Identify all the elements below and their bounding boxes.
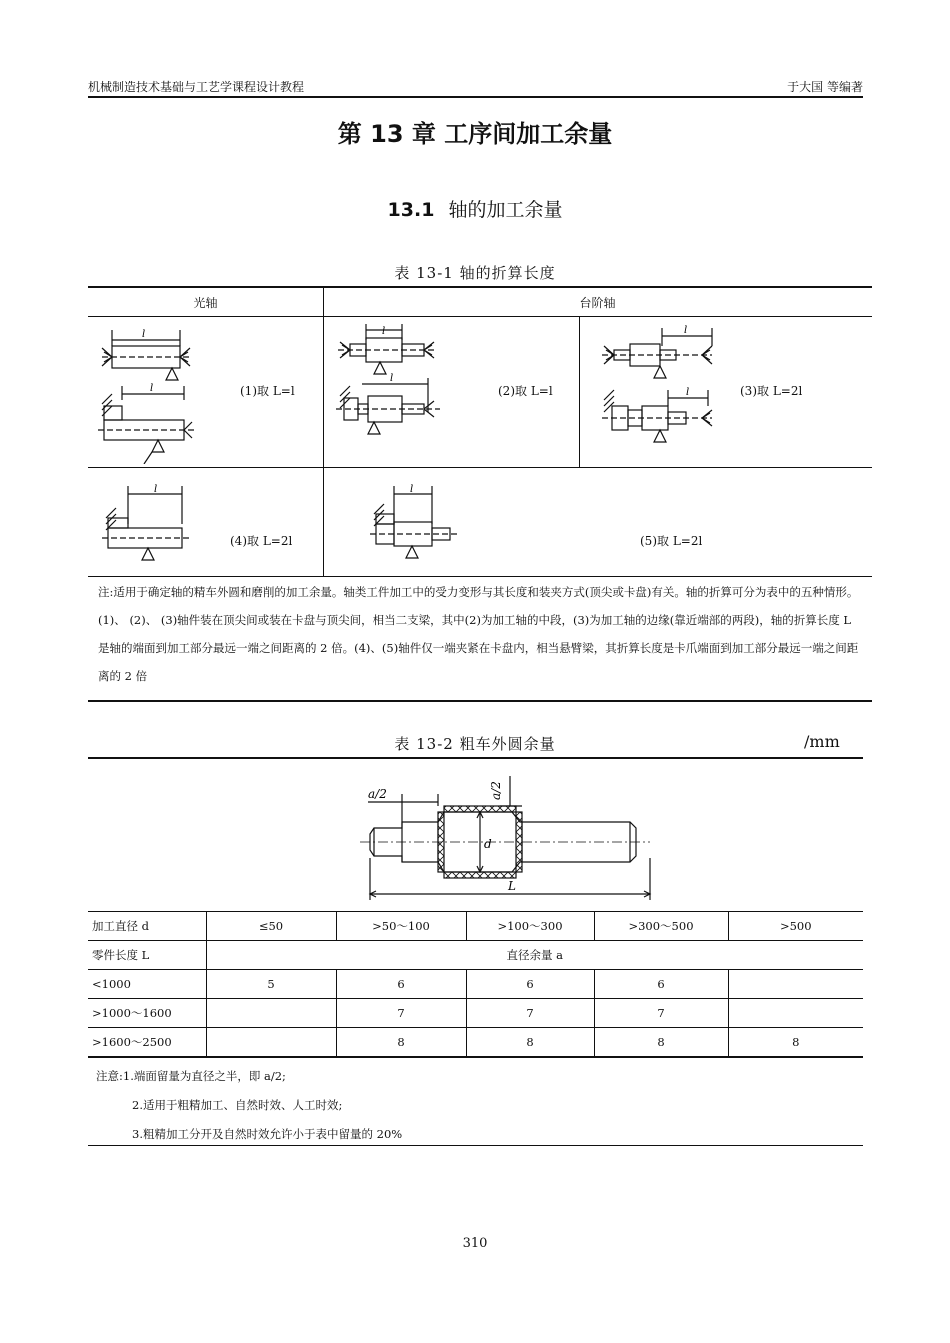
case5-label: (5)取 L=2l [640,534,703,548]
svg-text:d: d [484,837,492,851]
svg-text:a/2: a/2 [368,787,387,801]
header-cell: >50～100 [336,912,466,941]
case1-label: (1)取 L=l [240,384,295,398]
page-number: 310 [462,1236,488,1251]
case4-label: (4)取 L=2l [230,534,293,548]
authors: 于大国 等编著 [787,80,863,94]
case5-figure [368,484,468,568]
length-header-cell: 零件长度 L [88,941,206,970]
table1-note: 注:适用于确定轴的精车外圆和磨削的加工余量。轴类工件加工中的受力变形与其长度和装夹方式(顶尖或卡盘)有关。轴的折算可分为表中的五种情形。(1)、 (2)、 (3)轴件装在顶尖间或装在卡盘与顶尖间，相当二支梁，其中(2)为加工轴的中段，(3)为加工轴的边缘(靠近端部的两段)，轴的折算长度 L 是轴的端面到加工部分最远一端之间距离的 2 倍。(4)、(5)轴件仅一端夹紧在卡盘内，相当悬臂梁，其折算长度是卡爪端面到加工部分最远一端之间距离的 2 倍 [98,585,859,683]
svg-text:l: l [154,484,158,495]
rough-turning-allowance-table [88,911,863,1058]
case3-label: (3)取 L=2l [740,384,803,398]
table-row: >1600～2500 8 8 8 8 [88,1028,863,1058]
table-row: >1000～1600 7 7 7 [88,999,863,1028]
allowance-header-cell: 直径余量 a [206,941,863,970]
svg-text:l: l [410,484,414,495]
chapter-title: 第 13 章 工序间加工余量 [337,120,613,148]
case3-figure [600,322,720,462]
table2-caption: 表 13-2 粗车外圆余量 [394,735,556,753]
header-cell: ≤50 [206,912,336,941]
note-item: 3.粗精加工分开及自然时效允许小于表中留量的 20% [132,1127,403,1141]
table2-notes [96,1062,402,1149]
svg-text:l: l [684,325,688,336]
case2-label: (2)取 L=l [498,384,553,398]
table2-unit: /mm [804,732,840,751]
table1 [88,286,872,702]
table2-bottom-rule [88,1145,863,1146]
header-cell: >300～500 [594,912,728,941]
header-cell: >500 [728,912,863,941]
section-title: 轴的加工余量 [448,199,563,221]
header-cell: 加工直径 d [88,912,206,941]
header-cell: >100～300 [466,912,594,941]
book-title: 机械制造技术基础与工艺学课程设计教程 [88,80,305,94]
svg-text:a/2: a/2 [489,781,503,800]
running-header [88,78,863,98]
table2-top-rule [88,757,863,759]
table1-caption: 表 13-1 轴的折算长度 [394,264,556,282]
case1-figure [98,324,198,464]
svg-text:L: L [508,879,516,893]
svg-text:l: l [686,387,690,398]
col-header-plain-shaft: 光轴 [193,296,218,310]
svg-text:l: l [390,373,394,384]
col-header-stepped-shaft: 台阶轴 [579,296,616,310]
case4-figure [102,484,212,568]
section-heading [0,195,950,222]
svg-text:l: l [142,329,146,340]
svg-text:l: l [382,326,386,337]
svg-text:l: l [150,383,154,394]
case2-figure [336,322,446,462]
rough-turning-shaft-figure [360,772,660,906]
section-number: 13.1 [387,199,435,221]
note-item: 2.适用于粗精加工、自然时效、人工时效; [132,1098,343,1112]
note-item: 注意:1.端面留量为直径之半，即 a/2; [96,1069,286,1083]
table-subheader-row [88,941,863,970]
table-header-row [88,912,863,941]
table-row: <1000 5 6 6 6 [88,970,863,999]
